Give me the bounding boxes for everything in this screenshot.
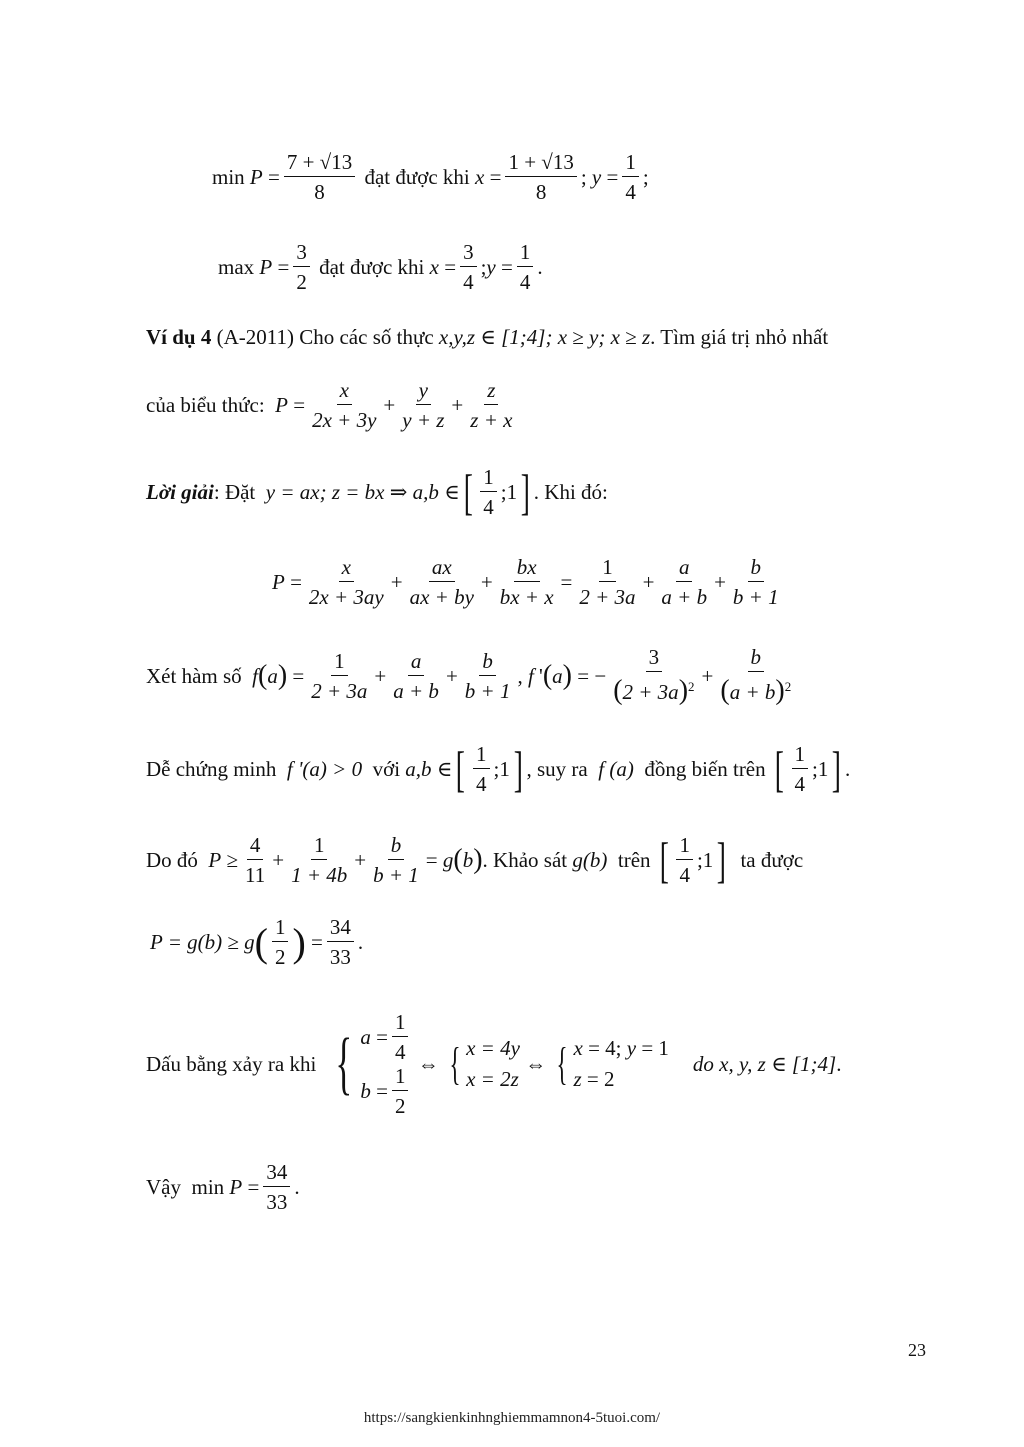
easy-proof-text: Dễ chứng minh (146, 756, 277, 781)
min-p-fraction (284, 150, 355, 204)
we-get-text: ta được (740, 847, 804, 872)
denominator: 4 (463, 270, 474, 295)
x-fraction (460, 240, 477, 294)
numerator: 1 + √13 (505, 150, 576, 177)
inequality-left: P = g(b) ≥ g (150, 929, 255, 954)
function-line: Xét hàm số f ( a ) = $\frac{1}{2 + 3a}$ + $\frac{a}{a + b}$ + $\frac{b}{b + 1}$ , f ' ( a ) = − $\frac{3}{(2 + 3a)^2}$ + $\frac{b}{(a + b)^2}$ (146, 645, 792, 707)
system-2: { x = 4y x = 2z (449, 1036, 520, 1092)
implies-text: , suy ra (526, 756, 588, 781)
conclusion-text: Vậy (146, 1174, 181, 1199)
numerator: 34 (327, 915, 354, 942)
p-expansion-line: P = $\frac{x}{2x + 3ay}$ + $\frac{ax}{ax + by}$ + $\frac{bx}{bx + x}$ = $\frac{1}{2 + 3a}$ + $\frac{a}{a + b}$ + $\frac{b}{b + 1}$ (272, 555, 779, 610)
page-number: 23 (908, 1340, 926, 1360)
interval-fraction: $\frac{1}{4}$ (480, 465, 497, 519)
numerator: 34 (263, 1160, 290, 1187)
f-of-a: f (a) (598, 756, 634, 781)
numerator: 1 (517, 240, 534, 267)
then-text: . Khi đó: (533, 479, 608, 504)
numerator: 3 (293, 240, 310, 267)
expression-line: của biểu thức: P = $\frac{x}{2x + 3y}$ + $\frac{y}{y + z}$ + $\frac{z}{z + x}$ (146, 378, 519, 432)
derivative-positive: f '(a) > 0 (286, 756, 363, 781)
increasing-on-text: đồng biến trên (644, 756, 766, 781)
denominator: 4 (625, 180, 636, 205)
on-text: trên (617, 847, 651, 872)
numerator: 3 (460, 240, 477, 267)
example-source: (A-2011) Cho các số thực (216, 325, 434, 349)
footer-url[interactable]: https://sangkienkinhnghiemmamnon4-5tuoi.com/ (363, 1410, 661, 1426)
x-fraction (505, 150, 576, 204)
y-fraction (622, 150, 639, 204)
with-text: với (372, 756, 401, 781)
monotone-line: Dễ chứng minh f '(a) > 0 với a,b ∈ [ $\frac{1}{4}$ ;1 ] , suy ra f (a) đồng biến trên [ $\frac{1}{4}$ ;1 ] . (146, 741, 851, 798)
inequality-line: P = g(b) ≥ g ( $\frac{1}{2}$ ) = $\frac{34}{33}$ . (150, 915, 364, 970)
example-title: Ví dụ 4 (146, 325, 212, 349)
substitution: y = ax; z = bx ⇒ a,b ∈ (265, 479, 460, 504)
denominator: 2 (296, 270, 307, 295)
since-condition: x, y, z ∈ [1;4] (719, 1051, 837, 1076)
consider-function-text: Xét hàm số (146, 663, 242, 688)
example-rest: . Tìm giá trị nhỏ nhất (650, 325, 829, 349)
therefore-line: Do đó P ≥ $\frac{4}{11}$ + $\frac{1}{1 + 4b}$ + $\frac{b}{b + 1}$ = g ( b ) . Khảo sát g(b) trên [ $\frac{1}{4}$ ;1 ] ta được (146, 832, 804, 889)
equality-when-text: Dấu bằng xảy ra khi (146, 1051, 317, 1076)
conclusion-line: Vậy min P = $\frac{34}{33}$ . (146, 1160, 300, 1215)
numerator: 7 + √13 (284, 150, 355, 177)
var-p: P (249, 164, 263, 189)
var-y: y (591, 164, 602, 189)
reached-when-text: đạt được khi (319, 254, 425, 279)
min-op: min (212, 164, 245, 189)
term3: $\frac{z}{z + x}$ (470, 378, 513, 433)
denominator: 4 (519, 270, 531, 295)
y-fraction (517, 240, 534, 294)
solution-line: Lời giải : Đặt y = ax; z = bx ⇒ a,b ∈ [ $\frac{1}{4}$ ;1 ] . Khi đó: (146, 464, 608, 521)
term2: $\frac{y}{y + z}$ (402, 378, 445, 433)
therefore-text: Do đó (146, 847, 198, 872)
expression-label: của biểu thức: (146, 392, 265, 417)
var-x: x (475, 164, 485, 189)
system-3: { x = 4; y = 1 z = 2 (556, 1036, 669, 1092)
solution-label: Lời giải (146, 479, 214, 504)
system-1: { a = $\frac{1}{4}$ b = $\frac{1}{2}$ (327, 1010, 413, 1119)
min-op: min (191, 1174, 225, 1199)
ab-in: a,b ∈ (405, 756, 453, 781)
example-4-line (146, 325, 828, 350)
denominator: 33 (266, 1190, 288, 1215)
equality-line: Dấu bằng xảy ra khi { a = $\frac{1}{4}$ b = $\frac{1}{2}$ ⇔ { x = 4y x = 2z ⇔ { x = 4; y = 1 z = 2 do x, y, z ∈ [1;4] . (146, 1010, 842, 1119)
example-condition: x,y,z ∈ [1;4]; x ≥ y; x ≥ z (438, 325, 651, 349)
term1: $\frac{x}{2x + 3y}$ (312, 378, 377, 433)
solution-set: : Đặt (213, 479, 256, 504)
g-of-b: g(b) (572, 847, 608, 872)
min-p-line: min P = $\frac{7 + √13}{8}$ đạt được khi x = $\frac{1 + √13}{8}$ ; y = $\frac{1}{4}$ ; (212, 150, 649, 205)
since-text: do (692, 1051, 714, 1076)
max-op: max (218, 254, 255, 279)
max-p-line: max P = $\frac{3}{2}$ đạt được khi x = $\frac{3}{4}$ ; y = $\frac{1}{4}$ . (218, 240, 543, 295)
reached-when-text: đạt được khi (364, 164, 470, 189)
denominator: 8 (535, 180, 547, 205)
denominator: 33 (329, 945, 351, 970)
numerator: 1 (622, 150, 639, 177)
investigate-text: . Khảo sát (482, 847, 568, 872)
denominator: 8 (314, 180, 325, 205)
max-p-fraction (293, 240, 310, 294)
